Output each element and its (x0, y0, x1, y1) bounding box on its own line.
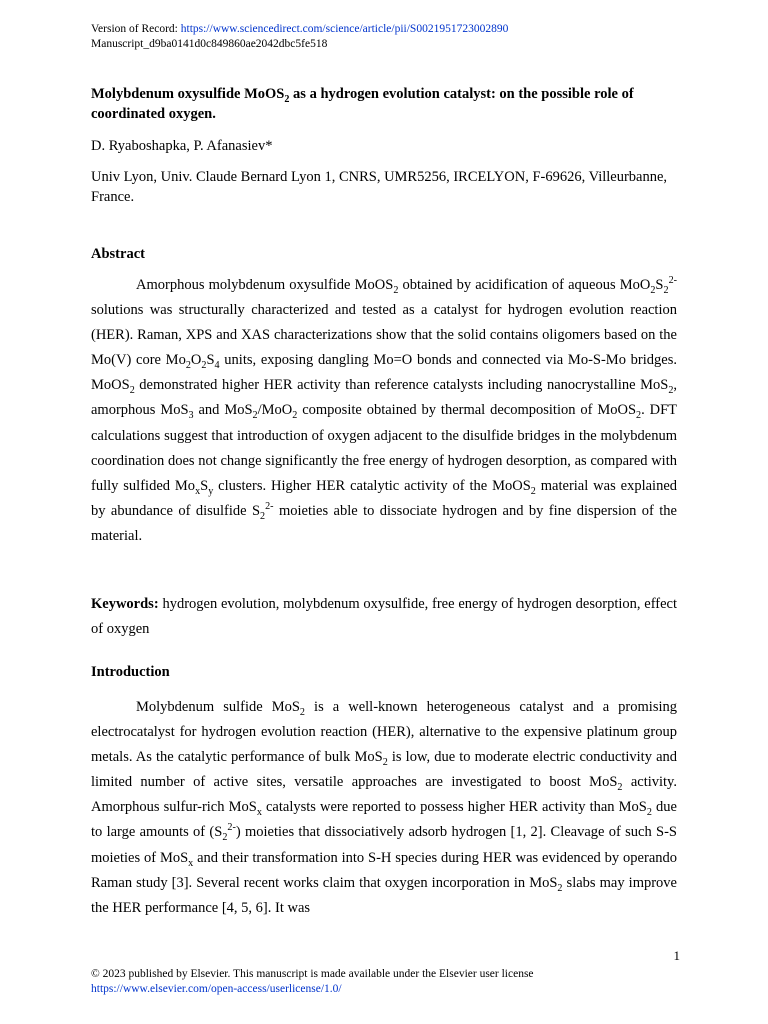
license-text: © 2023 published by Elsevier. This manuscript is made available under the Elsevier user license (91, 968, 534, 980)
license-footer (91, 967, 691, 997)
license-link[interactable]: https://www.elsevier.com/open-access/userlicense/1.0/ (91, 983, 342, 995)
keywords-label: Keywords: (91, 596, 159, 612)
version-label: Version of Record: (91, 23, 181, 35)
paper-title: Molybdenum oxysulfide MoOS$_2$ as a hydrogen evolution catalyst: on the possible role of coordinated oxygen. (91, 86, 634, 122)
manuscript-id: Manuscript_d9ba0141d0c849860ae2042dbc5fe518 (91, 38, 328, 50)
abstract-heading: Abstract (91, 246, 145, 262)
introduction-text: Molybdenum sulfide MoS$_2$ is a well-known heterogeneous catalyst and a promising electrocatalyst for hydrogen evolution reaction (HER), alternative to the expensive platinum group metals. As the catalytic performance of bulk MoS$_2$ is low, due to moderate electric conductivity and limited number of active sites, versatile approaches are investigated to boost MoS$_2$ activity. Amorphous sulfur-rich MoS$_x$ catalysts were reported to possess higher HER activity than MoS$_2$ due to large amounts of $(S_2^{2-})$ moieties that dissociatively adsorb hydrogen [1, 2]. Cleavage of such S-S moieties of MoS$_x$ and their transformation into S-H species during HER was evidenced by operando Raman study [3]. Several recent works claim that oxygen incorporation in MoS$_2$ slabs may improve the HER performance [4, 5, 6]. It was (91, 699, 678, 916)
authors: D. Ryaboshapka, P. Afanasiev* (91, 138, 273, 154)
page-number: 1 (673, 948, 680, 963)
version-of-record (91, 22, 677, 37)
affiliation: Univ Lyon, Univ. Claude Bernard Lyon 1, CNRS, UMR5256, IRCELYON, F-69626, Villeurbanne, France. (91, 169, 668, 205)
keywords: Keywords: hydrogen evolution, molybdenum oxysulfide, free energy of hydrogen desorption, effect of oxygen (91, 596, 677, 638)
introduction-heading: Introduction (91, 664, 170, 680)
version-link[interactable]: https://www.sciencedirect.com/science/article/pii/S0021951723002890 (180, 23, 509, 35)
abstract-text: Amorphous molybdenum oxysulfide MoOS$_2$ obtained by acidification of aqueous $MoO_2S_2^{2-}$ solutions was structurally characterized and tested as a catalyst for hydrogen evolution reaction (HER). Raman, XPS and XAS characterizations show that the solid contains oligomers based on the Mo(V) core $Mo_2O_2S_4$ units, exposing dangling Mo=O bonds and connected via Mo-S-Mo bridges. MoOS$_2$ demonstrated higher HER activity than reference catalysts including nanocrystalline MoS$_2$, amorphous MoS$_3$ and MoS$_2$/MoO$_2$ composite obtained by thermal decomposition of MoOS$_2$. DFT calculations suggest that introduction of oxygen adjacent to the disulfide bridges in the molybdenum coordination does not change significantly the free energy of hydrogen desorption, as compared with fully sulfided $Mo_xS_y$ clusters. Higher HER catalytic activity of the MoOS$_2$ material was explained by abundance of disulfide $S_2^{2-}$ moieties able to dissociate hydrogen and by fine dispersion of the material. (91, 275, 678, 544)
